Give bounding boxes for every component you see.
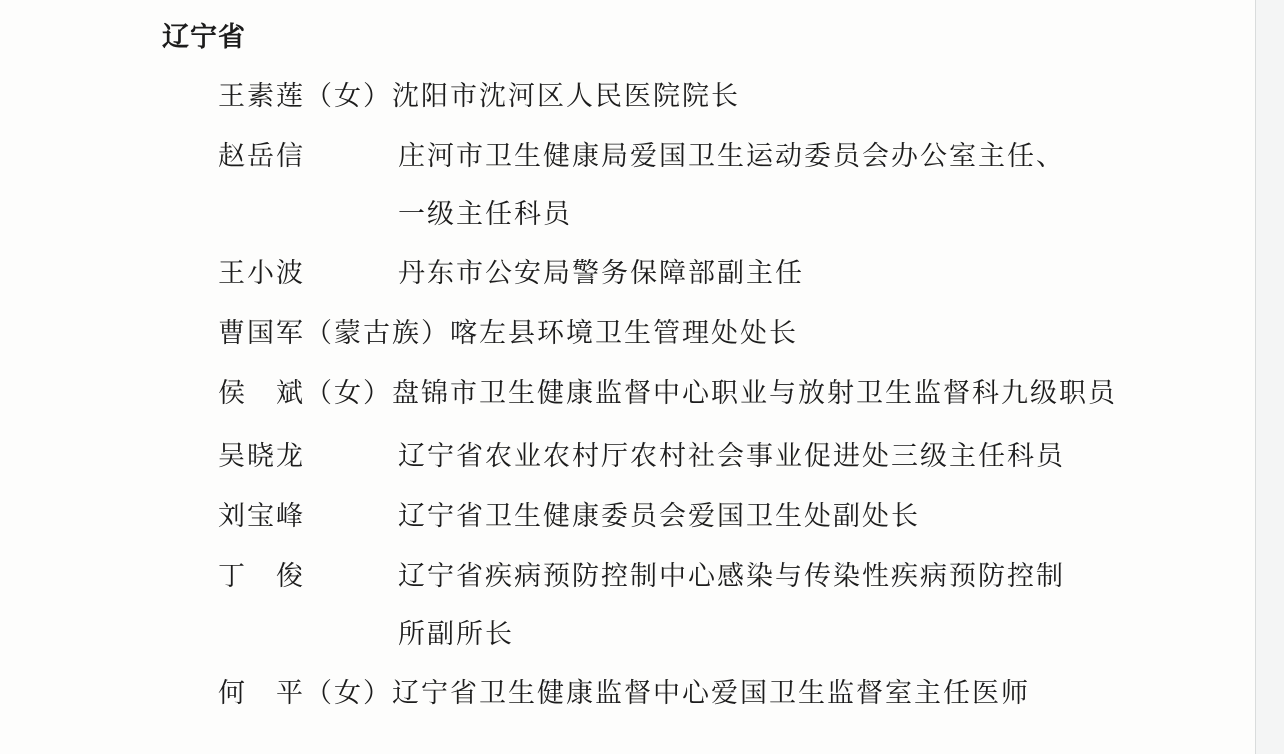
person-title: 辽宁省疾病预防控制中心感染与传染性疾病预防控制 [398, 561, 1065, 592]
person-title-continued: 所副所长 [398, 619, 514, 650]
list-item [218, 488, 1118, 546]
person-name: 丁 俊 [218, 561, 305, 592]
person-name: 刘宝峰 [218, 501, 305, 532]
person-name: 王素莲（女） [218, 81, 392, 112]
list-item [218, 305, 1118, 363]
page-edge [1255, 0, 1284, 754]
list-item [218, 245, 1118, 303]
person-name: 侯 斌（女） [218, 378, 392, 409]
person-name: 王小波 [218, 258, 305, 289]
person-title: 丹东市公安局警务保障部副主任 [398, 258, 804, 289]
person-title: 庄河市卫生健康局爱国卫生运动委员会办公室主任、 [398, 141, 1065, 172]
person-title: 喀左县环境卫生管理处处长 [450, 318, 798, 349]
list-item [218, 128, 1118, 244]
person-title: 沈阳市沈河区人民医院院长 [392, 81, 740, 112]
person-title: 辽宁省卫生健康委员会爱国卫生处副处长 [398, 501, 920, 532]
list-item [218, 365, 1118, 423]
province-heading: 辽宁省 [162, 22, 246, 53]
person-title: 辽宁省卫生健康监督中心爱国卫生监督室主任医师 [392, 678, 1030, 709]
person-name: 吴晓龙 [218, 441, 305, 472]
list-item [218, 665, 1118, 723]
list-item [218, 428, 1118, 486]
person-name: 曹国军（蒙古族） [218, 318, 450, 349]
person-title: 辽宁省农业农村厅农村社会事业促进处三级主任科员 [398, 441, 1065, 472]
person-title-continued: 一级主任科员 [398, 199, 572, 230]
person-name: 赵岳信 [218, 141, 305, 172]
list-item [218, 548, 1118, 664]
list-item [218, 68, 1118, 126]
person-name: 何 平（女） [218, 678, 392, 709]
person-title: 盘锦市卫生健康监督中心职业与放射卫生监督科九级职员 [392, 378, 1117, 409]
